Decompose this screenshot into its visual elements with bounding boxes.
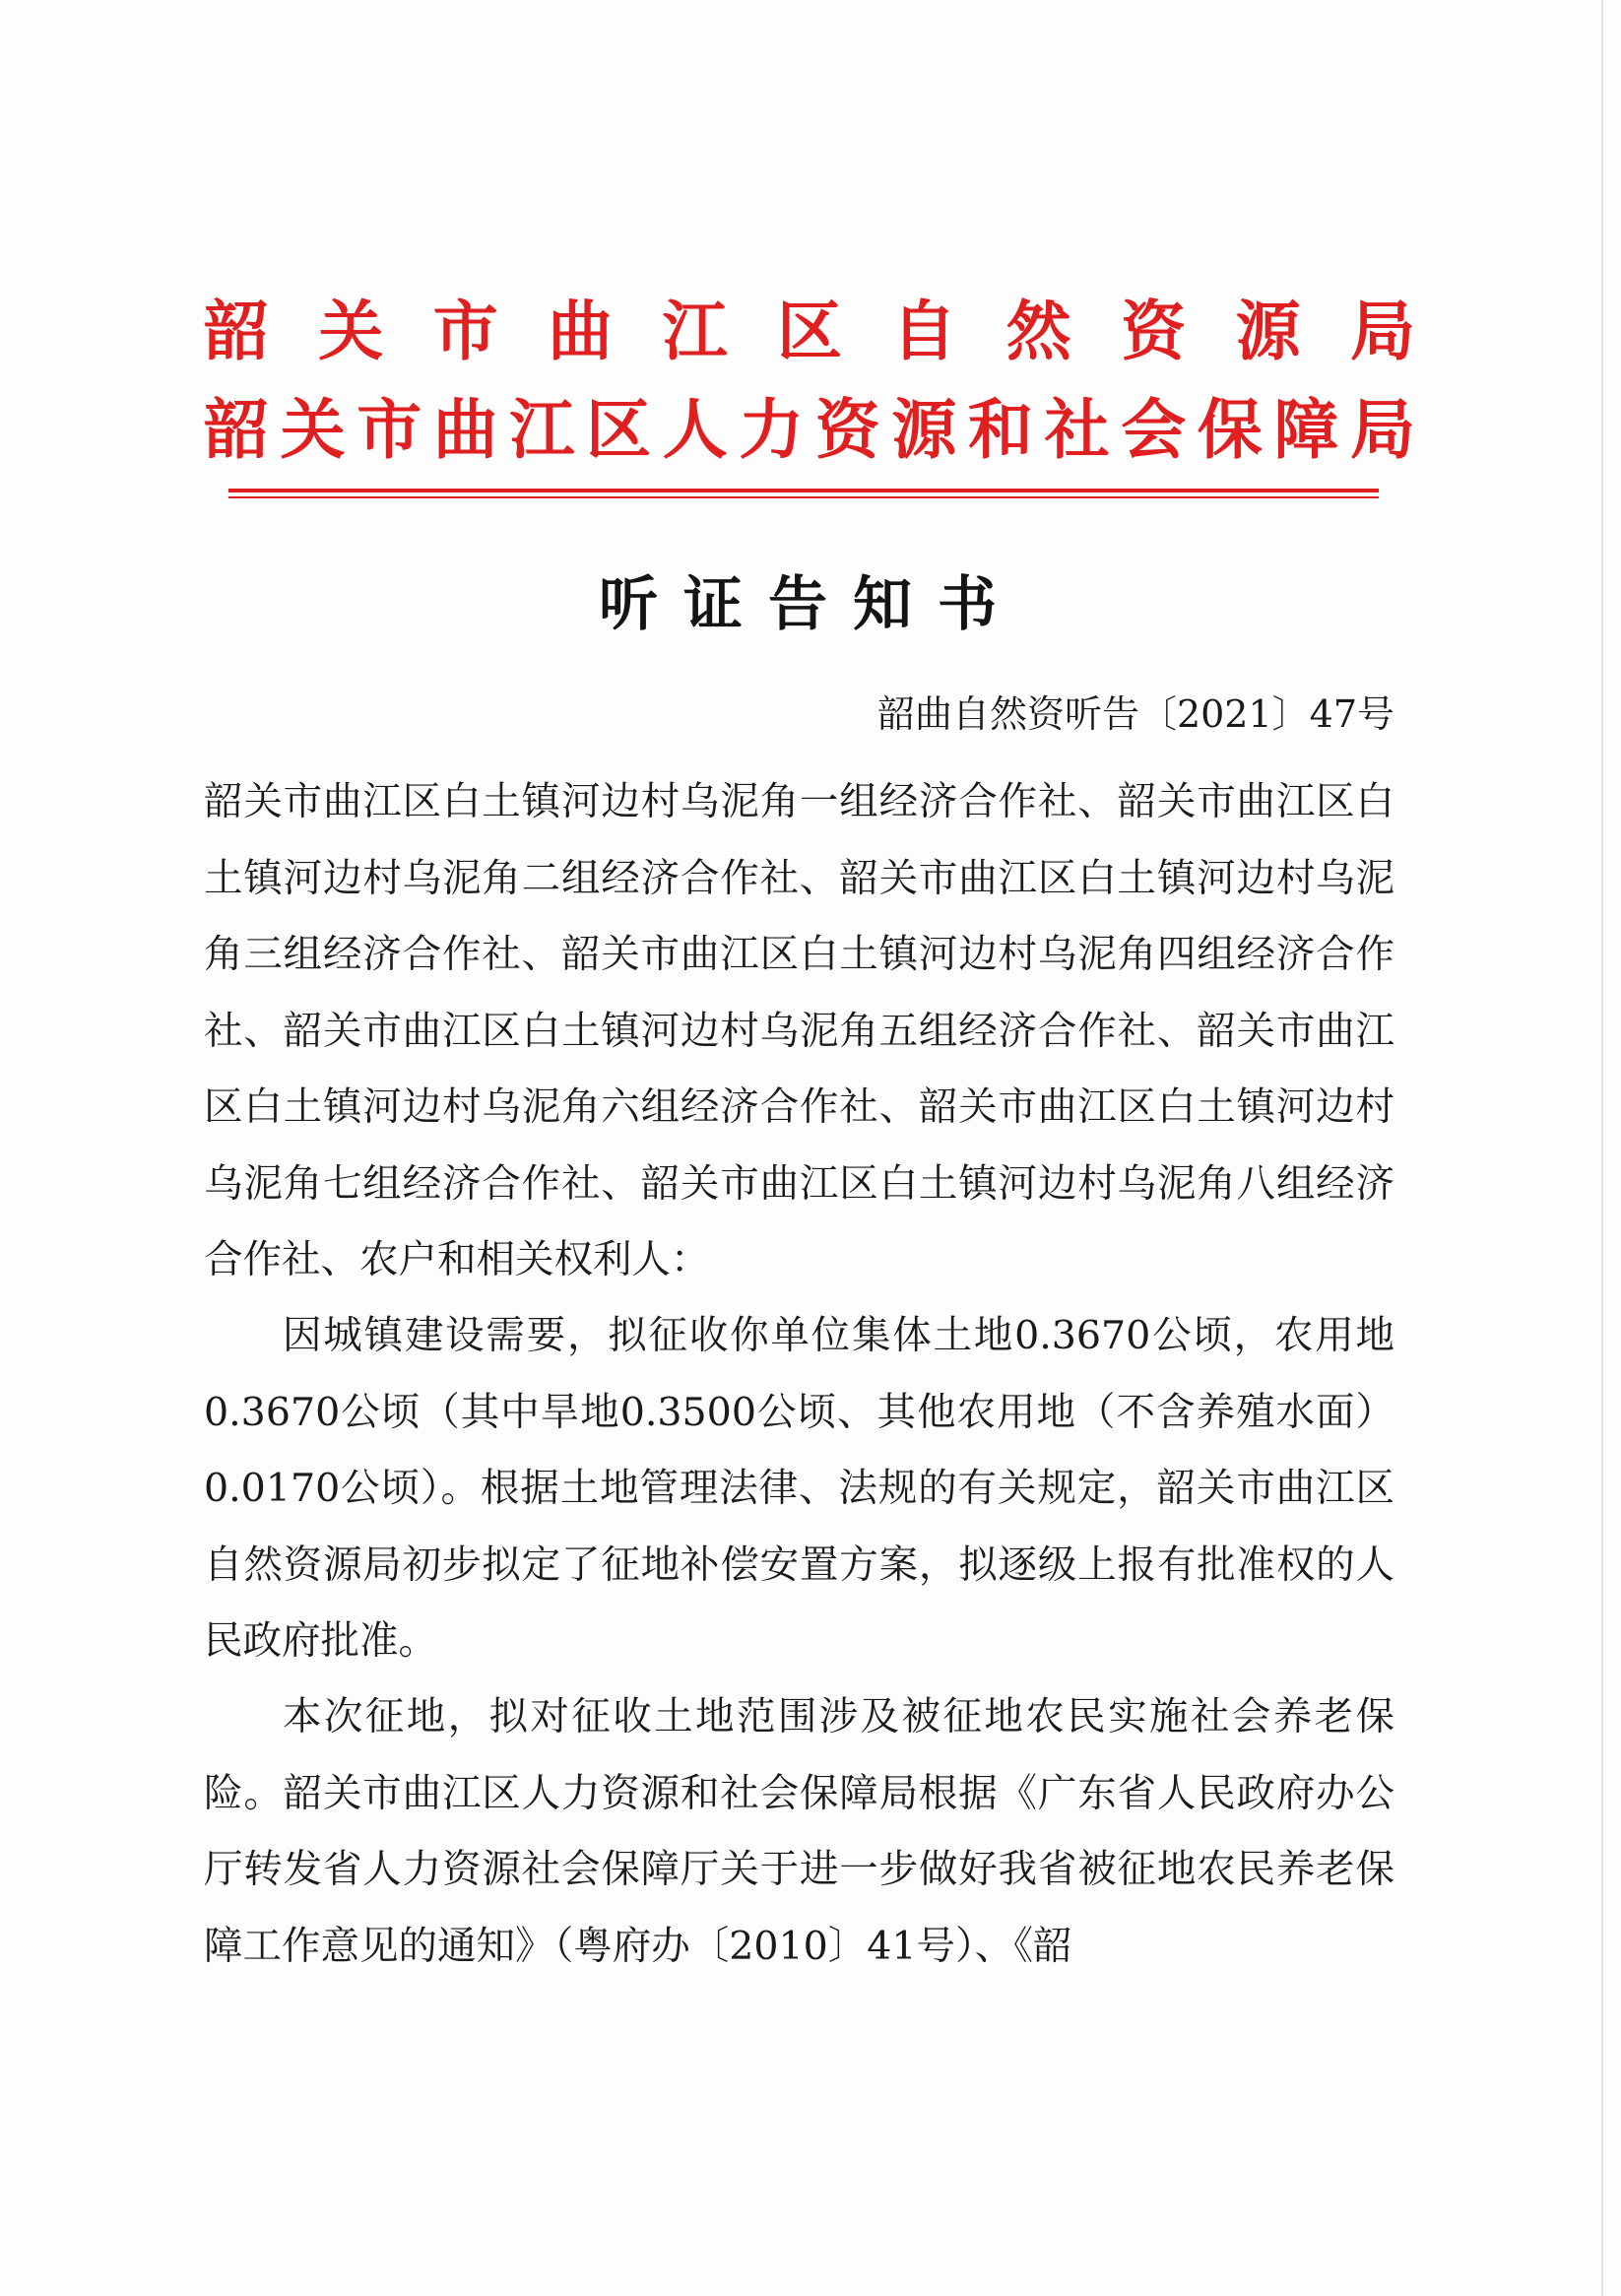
body-paragraph-2: 本次征地，拟对征收土地范围涉及被征地农民实施社会养老保险。韶关市曲江区人力资源和社会保障局根据《广东省人民政府办公厅转发省人力资源社会保障厅关于进一步做好我省被征地农民养老保障工作意见的通知》（粤府办〔2010〕41号）、《韶 bbox=[204, 1694, 1394, 1969]
red-rule-thin bbox=[228, 496, 1379, 498]
red-separator-rule bbox=[228, 489, 1379, 500]
page-edge bbox=[1601, 0, 1603, 2296]
body-paragraph-1: 因城镇建设需要，拟征收你单位集体土地0.3670公顷，农用地0.3670公顷（其中旱地0.3500公顷、其他农用地（不含养殖水面）0.0170公顷）。根据土地管理法律、法规的有关规定，韶关市曲江区自然资源局初步拟定了征地补偿安置方案，拟逐级上报有批准权的人民政府批准。 bbox=[204, 1313, 1394, 1664]
red-rule-thick bbox=[228, 489, 1379, 492]
issuer-header-human-resources: 韶关市曲江区人力资源和社会保障局 bbox=[204, 391, 1415, 468]
issuer-header-natural-resources: 韶关市曲江区自然资源局 bbox=[204, 293, 1415, 369]
document-title: 听证告知书 bbox=[599, 570, 1022, 639]
addressee-paragraph: 韶关市曲江区白土镇河边村乌泥角一组经济合作社、韶关市曲江区白土镇河边村乌泥角二组经济合作社、韶关市曲江区白土镇河边村乌泥角三组经济合作社、韶关市曲江区白土镇河边村乌泥角四组经济合作社、韶关市曲江区白土镇河边村乌泥角五组经济合作社、韶关市曲江区白土镇河边村乌泥角六组经济合作社、韶关市曲江区白土镇河边村乌泥角七组经济合作社、韶关市曲江区白土镇河边村乌泥角八组经济合作社、农户和相关权利人： bbox=[204, 779, 1394, 1282]
document-number: 韶曲自然资听告〔2021〕47号 bbox=[876, 692, 1394, 736]
